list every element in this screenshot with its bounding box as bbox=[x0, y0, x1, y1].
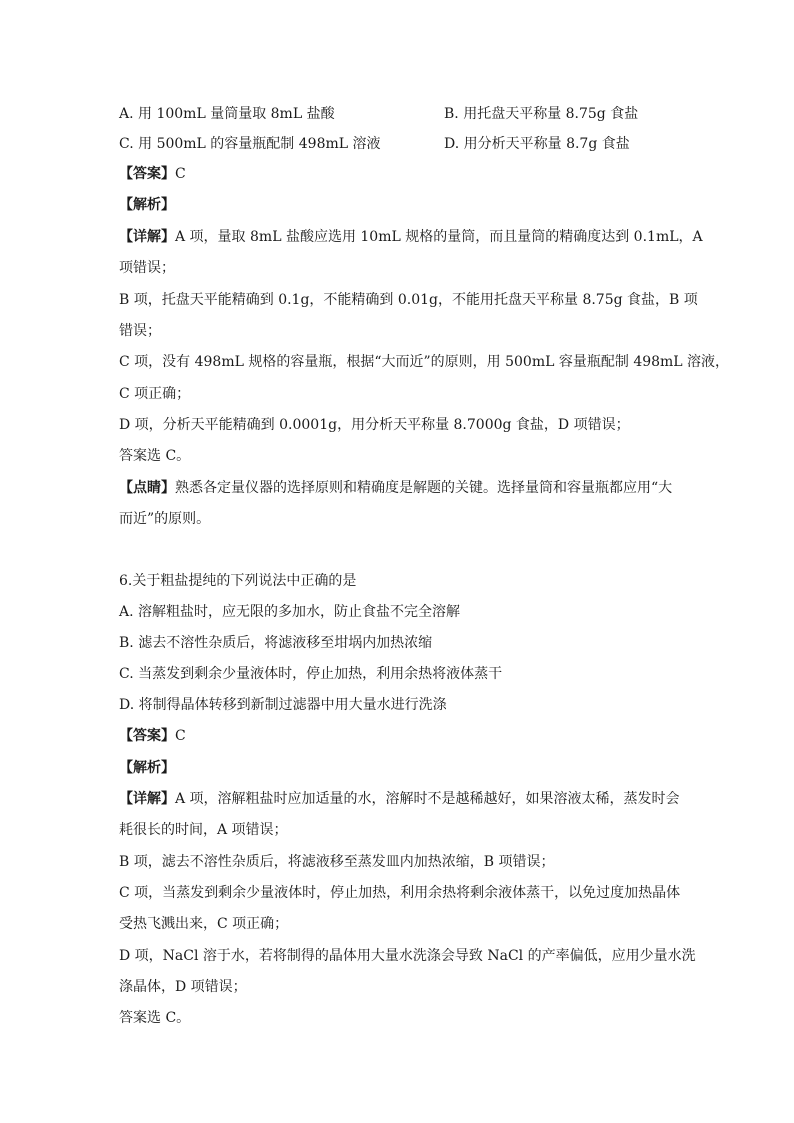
q5-comment-line-1: 而近”的原则。 bbox=[119, 511, 211, 527]
q5-options-row-2 bbox=[119, 133, 679, 153]
q6-detail-line-3: C 项，当蒸发到剩余少量液体时，停止加热，利用余热将剩余液体蒸干，以免过度加热晶体 bbox=[119, 885, 681, 901]
q6-detail-line-5: D 项，NaCl 溶于水，若将制得的晶体用大量水洗涤会导致 NaCl 的产率偏低，应用少量水洗 bbox=[119, 948, 696, 964]
q6-answer-line bbox=[119, 726, 679, 746]
q5-comment-text: 熟悉各定量仪器的选择原则和精确度是解题的关键。选择量筒和容量瓶都应用“大 bbox=[175, 480, 673, 496]
q6-detail-line-4: 受热飞溅出来，C 项正确； bbox=[119, 916, 289, 932]
q5-options-row-1 bbox=[119, 103, 679, 123]
q5-option-b: B. 用托盘天平称量 8.75g 食盐 bbox=[444, 106, 639, 122]
q5-detail-line-2: B 项，托盘天平能精确到 0.1g，不能精确到 0.01g，不能用托盘天平称量 8.75g 食盐，B 项 bbox=[119, 292, 698, 308]
q5-answer-value: C bbox=[175, 166, 186, 182]
q5-detail-line-6: D 项，分析天平能精确到 0.0001g，用分析天平称量 8.7000g 食盐，D 项错误； bbox=[119, 417, 630, 433]
q5-detail-line-1: 项错误； bbox=[119, 260, 175, 276]
q6-detail-line-2: B 项，滤去不溶性杂质后，将滤液移至蒸发皿内加热浓缩，B 项错误； bbox=[119, 854, 555, 870]
q6-answer-value: C bbox=[175, 728, 186, 744]
q5-option-c: C. 用 500mL 的容量瓶配制 498mL 溶液 bbox=[119, 136, 381, 152]
q6-analysis-heading bbox=[119, 758, 679, 778]
q5-comment-tag: 【点睛】 bbox=[119, 480, 175, 496]
q5-analysis-tag: 【解析】 bbox=[119, 197, 175, 213]
q6-detail-line-1: 耗很长的时间，A 项错误； bbox=[119, 822, 288, 838]
q5-analysis-heading bbox=[119, 195, 679, 215]
q5-option-a: A. 用 100mL 量筒量取 8mL 盐酸 bbox=[119, 106, 335, 122]
q6-option-c: C. 当蒸发到剩余少量液体时，停止加热，利用余热将液体蒸干 bbox=[119, 666, 503, 682]
q6-analysis-tag: 【解析】 bbox=[119, 760, 175, 776]
q5-option-d: D. 用分析天平称量 8.7g 食盐 bbox=[444, 136, 630, 152]
q5-detail-tag: 【详解】 bbox=[119, 229, 175, 245]
q5-answer-tag: 【答案】 bbox=[119, 166, 175, 182]
q5-detail-line-5: C 项正确； bbox=[119, 386, 191, 402]
q6-stem: 6.关于粗盐提纯的下列说法中正确的是 bbox=[119, 573, 357, 589]
q6-option-d: D. 将制得晶体转移到新制过滤器中用大量水进行洗涤 bbox=[119, 697, 447, 713]
q6-option-a: A. 溶解粗盐时，应无限的多加水，防止食盐不完全溶解 bbox=[119, 604, 461, 620]
q6-detail-line-6: 涤晶体，D 项错误； bbox=[119, 979, 247, 995]
q5-comment-line-0 bbox=[119, 478, 679, 498]
q5-answer-line bbox=[119, 164, 679, 184]
q5-detail-line-3: 错误； bbox=[119, 323, 161, 339]
q6-answer-tag: 【答案】 bbox=[119, 728, 175, 744]
q6-detail-line-0 bbox=[119, 789, 679, 809]
q5-detail-text: A 项，量取 8mL 盐酸应选用 10mL 规格的量筒，而且量筒的精确度达到 0.1mL，A bbox=[175, 229, 703, 245]
q5-detail-line-0 bbox=[119, 227, 703, 247]
q5-detail-line-4: C 项，没有 498mL 规格的容量瓶，根据“大而近”的原则，用 500mL 容量瓶配制 498mL 溶液， bbox=[119, 354, 730, 370]
q6-detail-tag: 【详解】 bbox=[119, 791, 175, 807]
q5-detail-line-7: 答案选 C。 bbox=[119, 448, 191, 464]
q6-detail-text: A 项，溶解粗盐时应加适量的水，溶解时不是越稀越好，如果溶液太稀，蒸发时会 bbox=[175, 791, 680, 807]
q6-option-b: B. 滤去不溶性杂质后，将滤液移至坩埚内加热浓缩 bbox=[119, 635, 433, 651]
q6-detail-line-7: 答案选 C。 bbox=[119, 1010, 191, 1026]
